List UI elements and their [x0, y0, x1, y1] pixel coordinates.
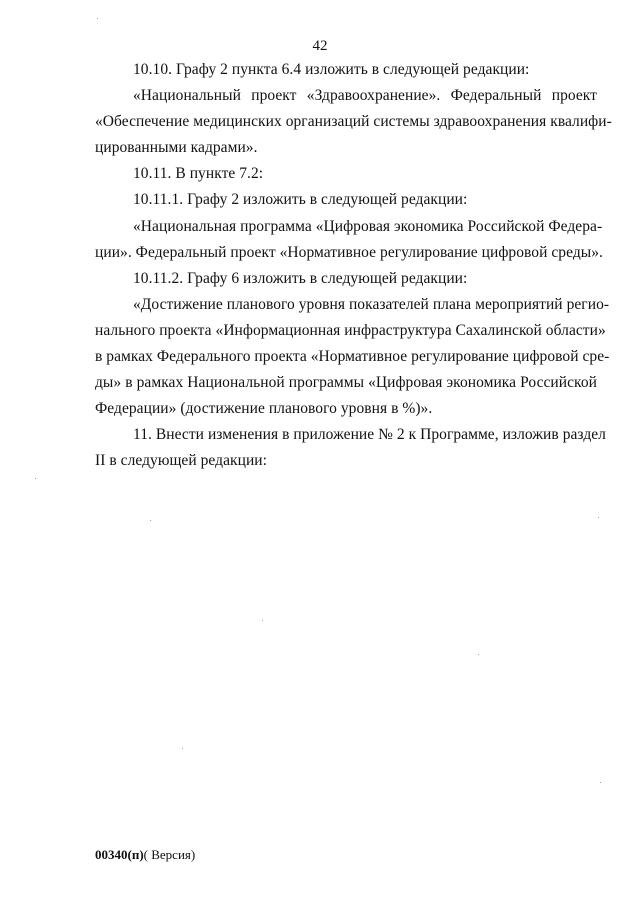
paragraph-10-11-2-heading: 10.11.2. Графу 6 изложить в следующей редакции:	[133, 269, 468, 287]
scan-speck	[598, 517, 599, 518]
scan-speck	[182, 748, 183, 749]
paragraph-10-11-2-text-line-3: в рамках Федерального проекта «Нормативное регулирование цифровой сре-	[95, 348, 610, 366]
scan-speck	[150, 520, 151, 521]
paragraph-10-10-text-line-1: «Национальный проект «Здравоохранение». Федеральный проект	[133, 87, 597, 105]
paragraph-10-11-1-text-line-2: ции». Федеральный проект «Нормативное регулирование цифровой среды».	[95, 243, 603, 261]
document-body	[95, 57, 612, 475]
paragraph-10-11-1-heading: 10.11.1. Графу 2 изложить в следующей редакции:	[133, 191, 468, 209]
scan-speck	[600, 782, 601, 783]
paragraph-10-11-2-text-line-1: «Достижение планового уровня показателей плана мероприятий регио-	[133, 295, 610, 313]
footer	[95, 847, 195, 863]
page-number: 42	[312, 38, 328, 54]
footer-document-code: 00340(п)	[95, 847, 144, 862]
paragraph-10-10-heading: 10.10. Графу 2 пункта 6.4 изложить в следующей редакции:	[133, 61, 530, 78]
paragraph-11-text-line-2: II в следующей редакции:	[95, 452, 267, 470]
paragraph-10-10-text-line-3: цированными кадрами».	[95, 139, 258, 157]
paragraph-11-text-line-1: 11. Внести изменения в приложение № 2 к Программе, изложив раздел	[133, 426, 606, 444]
scan-speck	[262, 620, 263, 621]
scan-speck	[478, 654, 479, 655]
scan-speck	[35, 478, 36, 479]
paragraph-10-11-heading: 10.11. В пункте 7.2:	[133, 165, 264, 183]
paragraph-10-10-text-line-2: «Обеспечение медицинских организаций системы здравоохранения квалифи-	[95, 113, 612, 131]
scan-speck	[97, 18, 98, 19]
paragraph-10-11-2-text-line-4: ды» в рамках Национальной программы «Цифровая экономика Российской	[95, 374, 597, 392]
paragraph-10-11-1-text-line-1: «Национальная программа «Цифровая экономика Российской Федера-	[133, 217, 603, 235]
paragraph-10-11-2-text-line-2: нального проекта «Информационная инфраструктура Сахалинской области»	[95, 321, 606, 339]
footer-version: ( Версия)	[143, 847, 196, 862]
paragraph-10-11-2-text-line-5: Федерации» (достижение планового уровня в %)».	[95, 400, 433, 418]
